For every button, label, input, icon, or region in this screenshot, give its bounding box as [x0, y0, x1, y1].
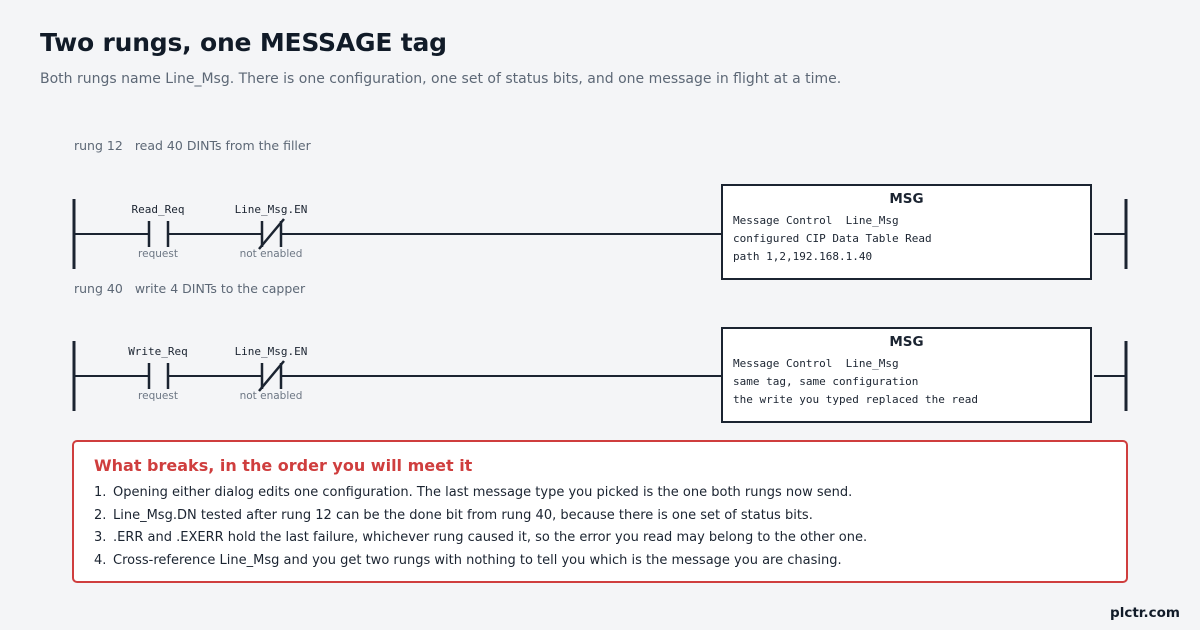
list-item-text: Opening either dialog edits one configuration. The last message type you picked is the one both rungs now send.: [113, 485, 853, 500]
rung-12-description: read 40 DINTs from the filler: [134, 138, 311, 153]
rung-12-contact-2-tag: Line_Msg.EN: [234, 203, 308, 216]
list-item: [94, 505, 1106, 528]
what-breaks-list: [94, 482, 1106, 572]
page-title: Two rungs, one MESSAGE tag: [40, 28, 447, 57]
rung-40-contact-2-tag: Line_Msg.EN: [234, 345, 308, 358]
brand-logo: plctr.com: [1110, 605, 1180, 621]
msg-line: Message Control Line_Msg: [733, 214, 899, 227]
list-item-text: .ERR and .EXERR hold the last failure, whichever rung caused it, so the error you read may belong to the other one.: [113, 530, 868, 545]
list-item-number: 3.: [94, 530, 107, 545]
msg-heading: MSG: [889, 191, 924, 207]
rung-12-contact-1-tag: Read_Req: [131, 203, 185, 216]
msg-line: path 1,2,192.168.1.40: [733, 250, 873, 263]
rung-40-contact-line-msg-en: [259, 361, 284, 391]
rung-40-number: rung 40: [74, 281, 123, 296]
rung-40-contact-1-sub: request: [138, 390, 178, 402]
list-item-number: 1.: [94, 485, 107, 500]
rung-40-contact-2-sub: not enabled: [239, 390, 303, 402]
rung-12-msg-block: [721, 184, 1092, 280]
list-item-text: Cross-reference Line_Msg and you get two rungs with nothing to tell you which is the message you are chasing.: [113, 552, 842, 568]
rung-12-contact-line-msg-en: [259, 219, 284, 249]
rung-12-contact-1-sub: request: [138, 248, 178, 260]
list-item: [94, 482, 1106, 505]
msg-heading: MSG: [889, 334, 924, 350]
msg-line: configured CIP Data Table Read: [733, 232, 932, 245]
rung-12-contact-read-req: [149, 221, 168, 247]
rung-40-contact-1-tag: Write_Req: [128, 345, 188, 358]
list-item: [94, 527, 1106, 550]
list-item: [94, 550, 1106, 573]
msg-line: Message Control Line_Msg: [733, 357, 899, 370]
msg-line: same tag, same configuration: [733, 375, 919, 388]
rung-40-description: write 4 DINTs to the capper: [134, 281, 306, 296]
rung-12-contact-2-sub: not enabled: [239, 248, 303, 260]
msg-line: the write you typed replaced the read: [733, 393, 979, 406]
list-item-number: 2.: [94, 507, 107, 523]
page-subtitle: Both rungs name Line_Msg. There is one configuration, one set of status bits, and one message in flight at a time.: [40, 71, 842, 87]
rung-40-contact-write-req: [149, 363, 168, 389]
list-item-number: 4.: [94, 552, 107, 568]
rung-40-msg-block: [721, 327, 1092, 423]
what-breaks-title: What breaks, in the order you will meet it: [94, 456, 473, 475]
list-item-text: Line_Msg.DN tested after rung 12 can be the done bit from rung 40, because there is one set of status bits.: [113, 507, 813, 523]
what-breaks-panel: [72, 440, 1128, 583]
rung-12-number: rung 12: [74, 138, 123, 153]
